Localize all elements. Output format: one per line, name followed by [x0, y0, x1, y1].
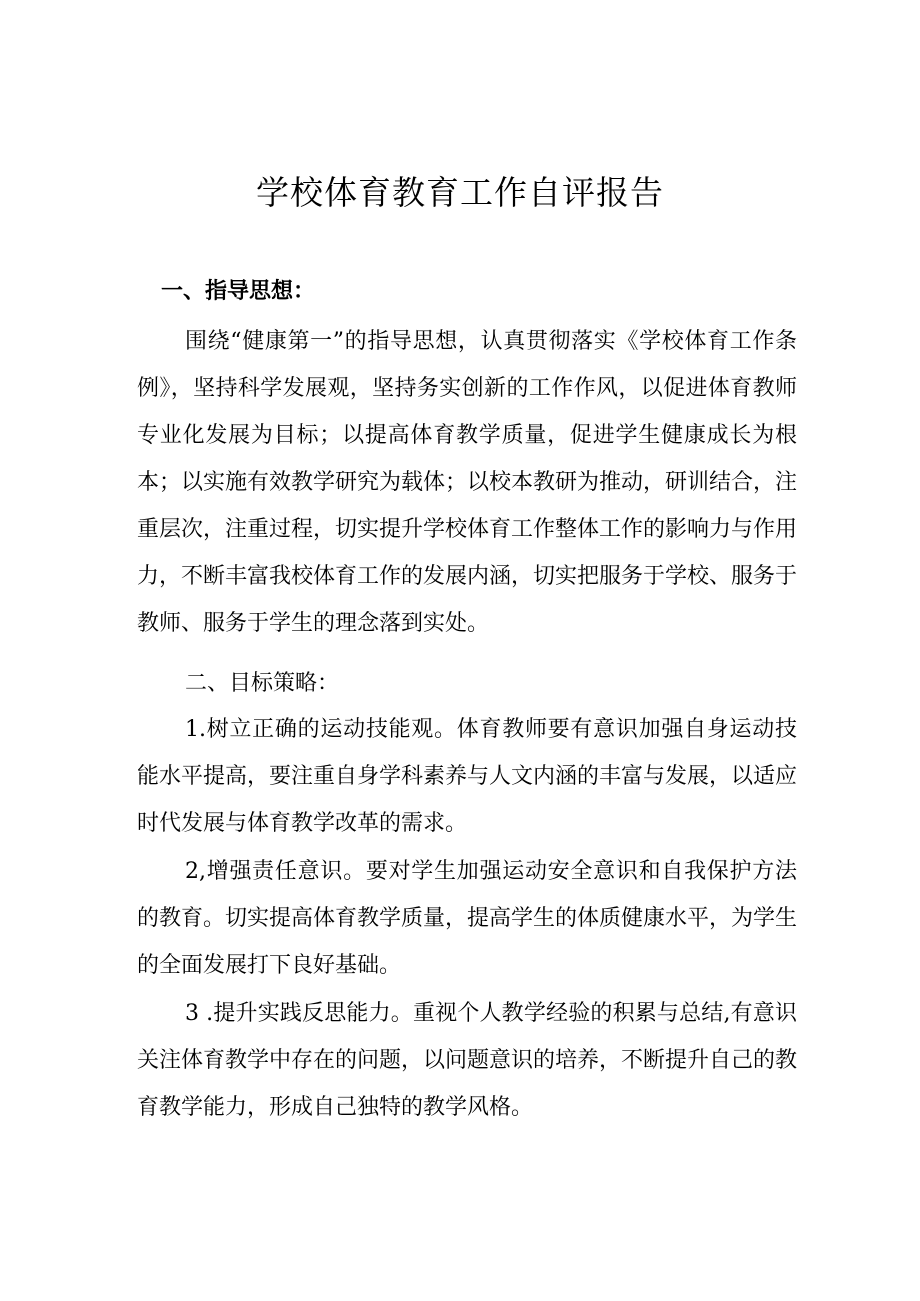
list-item-responsibility: 2,增强责任意识。要对学生加强运动安全意识和自我保护方法的教育。切实提高体育教学质量，提高学生的体质健康水平，为学生的全面发展打下良好基础。 — [137, 859, 798, 978]
document-title: 学校体育教育工作自评报告 — [256, 173, 664, 212]
section-heading-goals-strategies: 二、目标策略： — [185, 671, 340, 696]
list-item-reflection: 3 .提升实践反思能力。重视个人教学经验的积累与总结,有意识关注体育教学中存在的问题，以问题意识的培养，不断提升自己的教育教学能力，形成自己独特的教学风格。 — [137, 1001, 798, 1120]
list-item-skill-view: 1.树立正确的运动技能观。体育教师要有意识加强自身运动技能水平提高，要注重自身学科素养与人文内涵的丰富与发展，以适应时代发展与体育教学改革的需求。 — [137, 717, 798, 836]
section-heading-guiding-ideology: 一、指导思想： — [161, 279, 316, 304]
paragraph-guiding-ideology: 围绕“健康第一”的指导思想，认真贯彻落实《学校体育工作条例》，坚持科学发展观，坚持务实创新的工作作风，以促进体育教师专业化发展为目标；以提高体育教学质量，促进学生健康成长为根本；以实施有效教学研究为载体；以校本教研为推动，研训结合，注重层次，注重过程，切实提升学校体育工作整体工作的影响力与作用力，不断丰富我校体育工作的发展内涵，切实把服务于学校、服务于教师、服务于学生的理念落到实处。 — [137, 329, 798, 636]
